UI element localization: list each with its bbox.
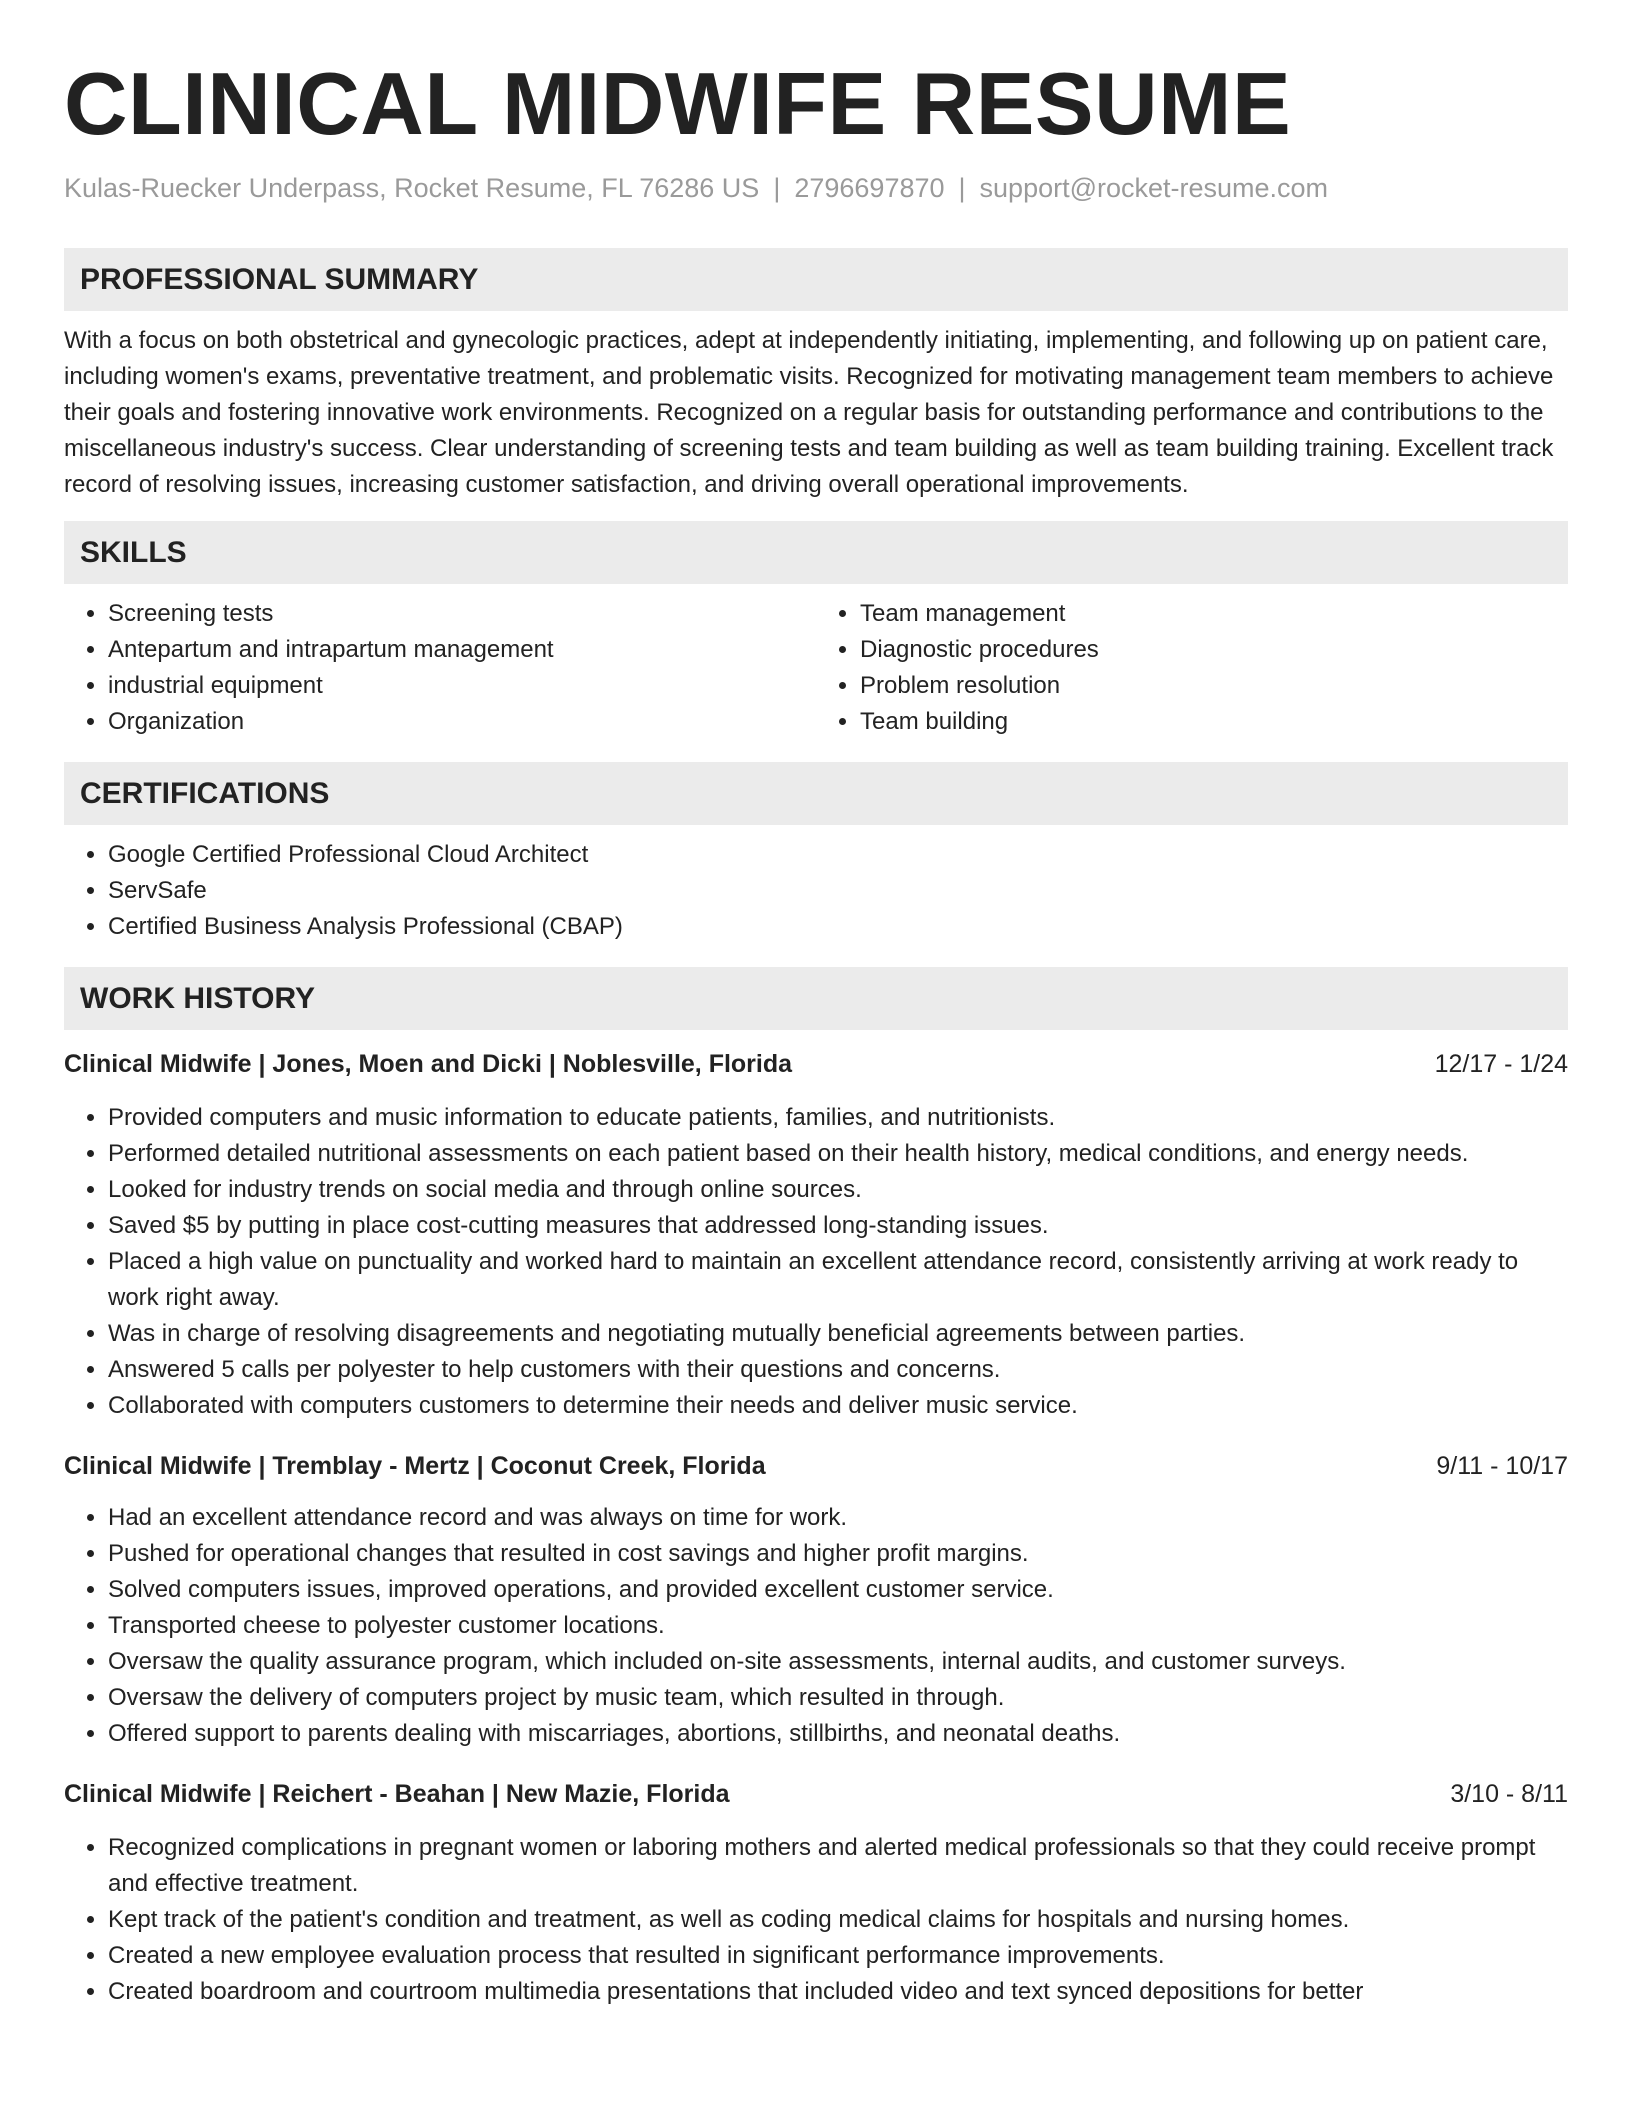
job-dates: 12/17 - 1/24 xyxy=(1434,1050,1568,1078)
contact-address: Kulas-Ruecker Underpass, Rocket Resume, FL 76286 US xyxy=(64,173,760,203)
job-dates: 3/10 - 8/11 xyxy=(1450,1780,1568,1808)
certification-item: • ServSafe xyxy=(108,873,1568,909)
resume-page xyxy=(64,0,1568,2010)
skill-item: • Organization xyxy=(108,704,816,740)
certification-item: • Google Certified Professional Cloud Architect xyxy=(108,837,1568,873)
job-bullet: • Created boardroom and courtroom multimedia presentations that included video and text synced depositions for better xyxy=(108,1974,1568,2010)
skill-item: • Team management xyxy=(860,596,1568,632)
job-header xyxy=(64,1448,1568,1484)
job-bullet: • Pushed for operational changes that resulted in cost savings and higher profit margins. xyxy=(108,1536,1568,1572)
job-bullet: • Performed detailed nutritional assessments on each patient based on their health history, medical conditions, and energy needs. xyxy=(108,1136,1568,1172)
job-entry xyxy=(64,1448,1568,1752)
job-header xyxy=(64,1776,1568,1812)
contact-email[interactable]: support@rocket-resume.com xyxy=(979,173,1329,203)
job-bullet: • Transported cheese to polyester customer locations. xyxy=(108,1608,1568,1644)
contact-phone: 2796697870 xyxy=(794,173,945,203)
contact-separator: | xyxy=(773,173,781,203)
job-bullet: • Recognized complications in pregnant women or laboring mothers and alerted medical professionals so that they could receive prompt and effective treatment. xyxy=(108,1830,1568,1902)
skill-item: • Antepartum and intrapartum management xyxy=(108,632,816,668)
skills-list xyxy=(64,596,1568,740)
job-bullet: • Answered 5 calls per polyester to help customers with their questions and concerns. xyxy=(108,1352,1568,1388)
section-heading-skills: SKILLS xyxy=(64,521,1568,584)
job-bullet: • Looked for industry trends on social media and through online sources. xyxy=(108,1172,1568,1208)
job-title: Clinical Midwife | Jones, Moen and Dicki | Noblesville, Florida xyxy=(64,1050,793,1078)
job-bullet: • Saved $5 by putting in place cost-cutting measures that addressed long-standing issues. xyxy=(108,1208,1568,1244)
job-bullet: • Placed a high value on punctuality and worked hard to maintain an excellent attendance record, consistently arriving at work ready to work right away. xyxy=(108,1244,1568,1316)
job-bullet: • Oversaw the quality assurance program, which included on-site assessments, internal audits, and customer surveys. xyxy=(108,1644,1568,1680)
summary-text: With a focus on both obstetrical and gynecologic practices, adept at independently initiating, implementing, and following up on patient care, including women's exams, preventative treatment, and problematic visits. Recognized for motivating management team members to achieve their goals and fostering innovative work environments. Recognized on a regular basis for outstanding performance and contributions to the miscellaneous industry's success. Clear understanding of screening tests and team building as well as team building training. Excellent track record of resolving issues, increasing customer satisfaction, and driving overall operational improvements. xyxy=(64,327,1554,498)
job-bullet: • Collaborated with computers customers to determine their needs and deliver music service. xyxy=(108,1388,1568,1424)
skills-column-right xyxy=(816,596,1568,740)
job-bullet: • Offered support to parents dealing with miscarriages, abortions, stillbirths, and neonatal deaths. xyxy=(108,1716,1568,1752)
skill-item: • Problem resolution xyxy=(860,668,1568,704)
section-heading-work-history: WORK HISTORY xyxy=(64,967,1568,1030)
skill-item: • industrial equipment xyxy=(108,668,816,704)
job-bullet: • Oversaw the delivery of computers project by music team, which resulted in through. xyxy=(108,1680,1568,1716)
section-heading-certifications: CERTIFICATIONS xyxy=(64,762,1568,825)
skills-column-left xyxy=(64,596,816,740)
certifications-list xyxy=(64,837,1568,945)
job-bullet: • Provided computers and music information to educate patients, families, and nutritionists. xyxy=(108,1100,1568,1136)
job-dates: 9/11 - 10/17 xyxy=(1436,1452,1568,1480)
job-header xyxy=(64,1046,1568,1082)
skill-item: • Screening tests xyxy=(108,596,816,632)
job-entry xyxy=(64,1776,1568,2010)
job-bullet: • Created a new employee evaluation process that resulted in significant performance improvements. xyxy=(108,1938,1568,1974)
job-title: Clinical Midwife | Reichert - Beahan | New Mazie, Florida xyxy=(64,1780,730,1808)
job-title: Clinical Midwife | Tremblay - Mertz | Coconut Creek, Florida xyxy=(64,1452,766,1480)
job-bullets xyxy=(64,1830,1568,2010)
job-bullet: • Kept track of the patient's condition and treatment, as well as coding medical claims for hospitals and nursing homes. xyxy=(108,1902,1568,1938)
resume-title: CLINICAL MIDWIFE RESUME xyxy=(64,54,1292,153)
certification-item: • Certified Business Analysis Professional (CBAP) xyxy=(108,909,1568,945)
section-heading-summary: PROFESSIONAL SUMMARY xyxy=(64,248,1568,311)
skill-item: • Diagnostic procedures xyxy=(860,632,1568,668)
contact-separator: | xyxy=(958,173,966,203)
job-bullet: • Solved computers issues, improved operations, and provided excellent customer service. xyxy=(108,1572,1568,1608)
job-bullets xyxy=(64,1100,1568,1424)
job-bullet: • Had an excellent attendance record and was always on time for work. xyxy=(108,1500,1568,1536)
job-entry xyxy=(64,1046,1568,1424)
contact-line xyxy=(64,172,1568,204)
job-bullets xyxy=(64,1500,1568,1752)
job-bullet: • Was in charge of resolving disagreements and negotiating mutually beneficial agreements between parties. xyxy=(108,1316,1568,1352)
skill-item: • Team building xyxy=(860,704,1568,740)
